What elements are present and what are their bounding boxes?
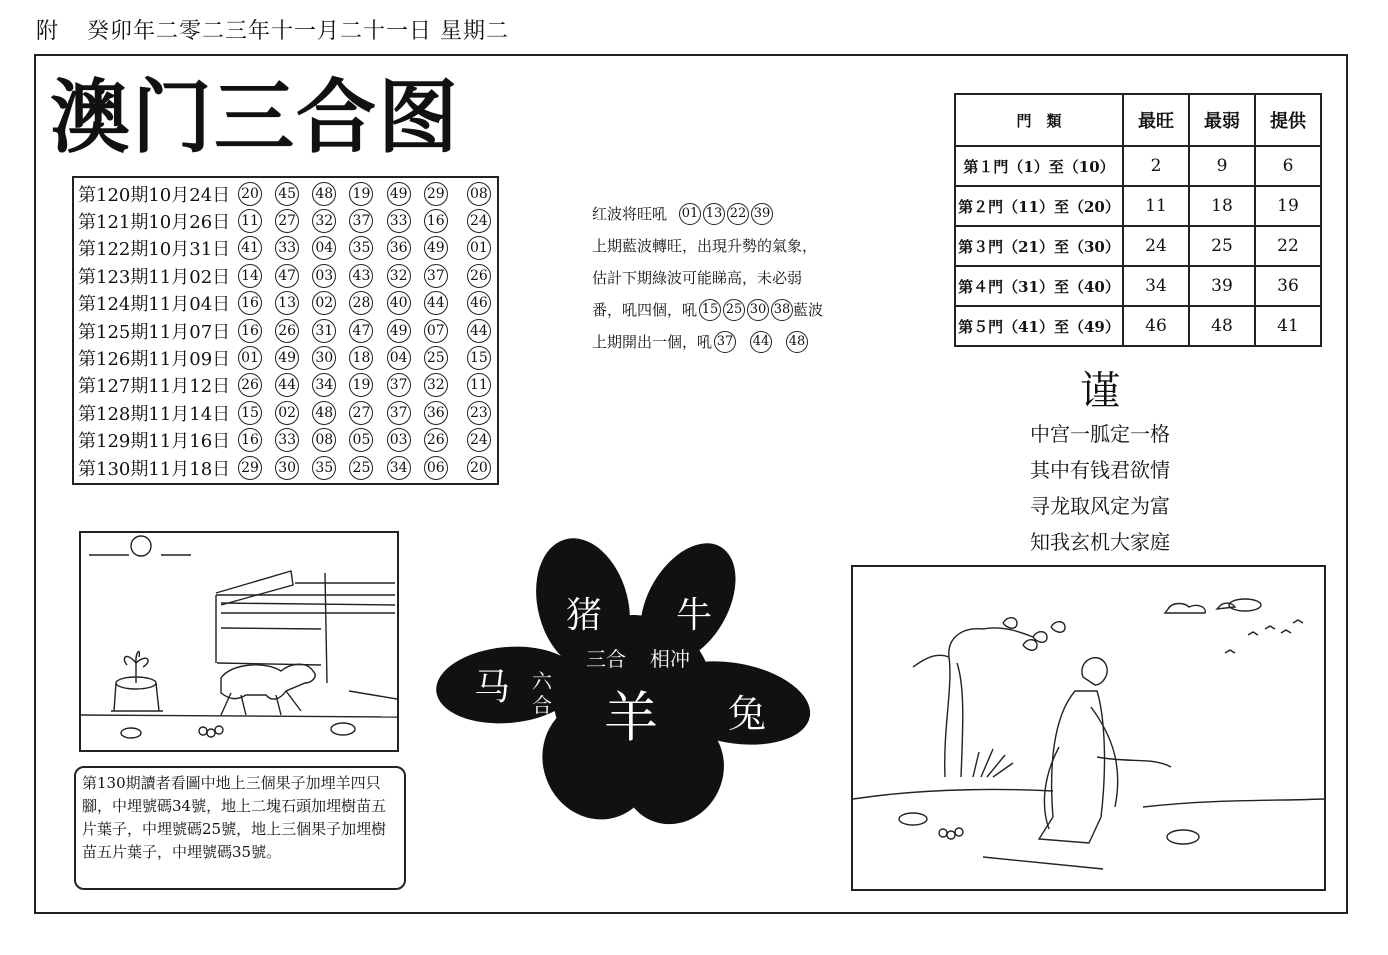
zodiac-goat: 羊 <box>604 686 658 749</box>
number-ball: 28 <box>349 291 373 315</box>
number-ball: 37 <box>387 401 411 425</box>
number-ball: 31 <box>312 319 336 343</box>
date-header <box>36 14 509 45</box>
history-numbers <box>238 428 493 452</box>
door-header-min: 最弱 <box>1189 94 1255 146</box>
number-ball: 44 <box>424 291 448 315</box>
zodiac-ox: 牛 <box>676 595 713 636</box>
special-number-ball: 46 <box>467 291 491 315</box>
special-number-ball: 26 <box>467 264 491 288</box>
history-row <box>78 235 493 262</box>
special-number-ball: 11 <box>467 373 491 397</box>
number-ball: 33 <box>275 236 299 260</box>
history-table <box>72 176 499 485</box>
number-ball: 25 <box>349 456 373 480</box>
history-issue-label: 第125期11月07日 <box>78 321 231 343</box>
label-xiangchong: 相冲 <box>650 647 690 671</box>
door-value: 48 <box>1189 306 1255 346</box>
door-range-label: 第１門（1）至（10） <box>955 146 1123 186</box>
door-value: 34 <box>1123 266 1189 306</box>
history-row <box>78 317 493 344</box>
number-ball: 44 <box>750 331 772 353</box>
door-range-label: 第２門（11）至（20） <box>955 186 1123 226</box>
number-ball: 22 <box>727 203 749 225</box>
special-number-ball: 15 <box>467 346 491 370</box>
door-header-offer: 提供 <box>1255 94 1321 146</box>
history-issue-label: 第120期10月24日 <box>78 184 231 206</box>
history-issue-label: 第126期11月09日 <box>78 349 231 371</box>
history-numbers <box>238 209 493 233</box>
scholar-drawing <box>853 567 1324 889</box>
number-ball: 35 <box>349 236 373 260</box>
door-row <box>955 226 1321 266</box>
door-value: 41 <box>1255 306 1321 346</box>
number-ball: 37 <box>714 331 736 353</box>
history-row <box>78 399 493 426</box>
number-ball: 44 <box>275 373 299 397</box>
number-ball: 48 <box>312 182 336 206</box>
commentary-balls <box>712 331 808 353</box>
number-ball: 03 <box>387 428 411 452</box>
scholar-illustration <box>851 565 1326 891</box>
door-value: 39 <box>1189 266 1255 306</box>
history-numbers <box>238 291 493 315</box>
number-ball: 13 <box>703 203 725 225</box>
header-date: 癸卯年二零二三年十一月二十一日 星期二 <box>87 19 510 44</box>
commentary-line-1 <box>592 198 842 230</box>
door-value: 36 <box>1255 266 1321 306</box>
zodiac-horse: 马 <box>474 667 511 708</box>
poem <box>1000 366 1200 560</box>
number-ball: 27 <box>349 401 373 425</box>
door-range-label: 第４門（31）至（40） <box>955 266 1123 306</box>
door-value: 46 <box>1123 306 1189 346</box>
number-ball: 16 <box>424 209 448 233</box>
number-ball: 32 <box>424 373 448 397</box>
commentary-line-2: 上期藍波轉旺，出現升勢的氣象， <box>592 237 818 255</box>
history-numbers <box>238 264 493 288</box>
history-row <box>78 290 493 317</box>
commentary-text: 红波将旺吼 <box>592 205 668 223</box>
number-ball: 06 <box>424 456 448 480</box>
commentary-text: 藍波 <box>793 301 824 319</box>
number-ball: 29 <box>238 456 262 480</box>
door-header-category: 門 類 <box>955 94 1123 146</box>
history-issue-label: 第128期11月14日 <box>78 403 231 425</box>
history-numbers <box>238 182 493 206</box>
history-issue-label: 第127期11月12日 <box>78 376 231 398</box>
number-ball: 37 <box>349 209 373 233</box>
history-row <box>78 454 493 481</box>
number-ball: 40 <box>387 291 411 315</box>
number-ball: 30 <box>275 456 299 480</box>
number-ball: 32 <box>387 264 411 288</box>
history-issue-label: 第129期11月16日 <box>78 431 231 453</box>
commentary-line-5 <box>592 326 842 358</box>
door-value: 18 <box>1189 186 1255 226</box>
history-row <box>78 207 493 234</box>
number-ball: 49 <box>275 346 299 370</box>
special-number-ball: 24 <box>467 209 491 233</box>
commentary-text: 番，吼四個，吼 <box>592 301 698 319</box>
number-ball: 35 <box>312 456 336 480</box>
door-table <box>954 93 1322 347</box>
poem-heading: 谨 <box>1080 368 1120 414</box>
number-ball: 27 <box>275 209 299 233</box>
number-ball: 20 <box>238 182 262 206</box>
number-ball: 29 <box>424 182 448 206</box>
history-numbers <box>238 373 493 397</box>
number-ball: 11 <box>238 209 262 233</box>
number-ball: 25 <box>424 346 448 370</box>
history-row <box>78 344 493 371</box>
special-number-ball: 01 <box>467 236 491 260</box>
number-ball: 04 <box>387 346 411 370</box>
door-value: 6 <box>1255 146 1321 186</box>
number-ball: 37 <box>387 373 411 397</box>
number-ball: 34 <box>387 456 411 480</box>
commentary-balls <box>677 203 773 225</box>
number-ball: 38 <box>771 299 793 321</box>
number-ball: 41 <box>238 236 262 260</box>
history-numbers <box>238 346 493 370</box>
riddle-box: 第130期讀者看圖中地上三個果子加埋羊四只腳，中埋號碼34號，地上二塊石頭加埋樹苗五片葉子，中埋號碼25號，地上三個果子加埋樹苗五片葉子，中埋號碼35號。 <box>74 766 406 890</box>
door-value: 24 <box>1123 226 1189 266</box>
door-row <box>955 146 1321 186</box>
number-ball: 36 <box>387 236 411 260</box>
header-prefix: 附 <box>36 19 60 44</box>
number-ball: 01 <box>238 346 262 370</box>
special-number-ball: 08 <box>467 182 491 206</box>
number-ball: 48 <box>312 401 336 425</box>
history-numbers <box>238 319 493 343</box>
commentary <box>592 198 842 358</box>
door-row <box>955 306 1321 346</box>
number-ball: 03 <box>312 264 336 288</box>
number-ball: 18 <box>349 346 373 370</box>
number-ball: 48 <box>786 331 808 353</box>
commentary-line-4 <box>592 294 842 326</box>
number-ball: 43 <box>349 264 373 288</box>
commentary-text: 上期開出一個，吼 <box>592 333 713 351</box>
poem-line: 其中有钱君欲情 <box>1030 458 1170 482</box>
door-range-label: 第５門（41）至（49） <box>955 306 1123 346</box>
history-row <box>78 427 493 454</box>
number-ball: 30 <box>312 346 336 370</box>
door-value: 25 <box>1189 226 1255 266</box>
number-ball: 47 <box>349 319 373 343</box>
door-value: 22 <box>1255 226 1321 266</box>
door-table-header <box>955 94 1321 146</box>
door-header-max: 最旺 <box>1123 94 1189 146</box>
history-row <box>78 262 493 289</box>
label-liuhe-1: 六 <box>532 669 552 693</box>
commentary-line-3: 估計下期綠波可能睇高，未必弱 <box>592 269 803 287</box>
poem-line: 寻龙取风定为富 <box>1030 494 1170 518</box>
zodiac-flower <box>428 535 820 830</box>
door-row <box>955 186 1321 226</box>
history-issue-label: 第124期11月04日 <box>78 294 231 316</box>
number-ball: 05 <box>349 428 373 452</box>
history-numbers <box>238 456 493 480</box>
sheep-drawing <box>81 533 397 750</box>
poem-line: 知我玄机大家庭 <box>1030 530 1170 554</box>
number-ball: 30 <box>747 299 769 321</box>
number-ball: 26 <box>275 319 299 343</box>
sheep-illustration <box>79 531 399 752</box>
number-ball: 02 <box>275 401 299 425</box>
page-title: 澳门三合图 <box>50 71 460 164</box>
number-ball: 01 <box>679 203 701 225</box>
door-value: 9 <box>1189 146 1255 186</box>
number-ball: 07 <box>424 319 448 343</box>
special-number-ball: 24 <box>467 428 491 452</box>
number-ball: 26 <box>424 428 448 452</box>
commentary-balls <box>697 299 793 321</box>
special-number-ball: 23 <box>467 401 491 425</box>
number-ball: 15 <box>699 299 721 321</box>
door-row <box>955 266 1321 306</box>
number-ball: 26 <box>238 373 262 397</box>
number-ball: 36 <box>424 401 448 425</box>
zodiac-rabbit: 兔 <box>728 692 767 736</box>
zodiac-pig: 猪 <box>566 595 603 636</box>
history-issue-label: 第122期10月31日 <box>78 239 231 261</box>
number-ball: 16 <box>238 291 262 315</box>
special-number-ball: 44 <box>467 319 491 343</box>
number-ball: 02 <box>312 291 336 315</box>
special-number-ball: 20 <box>467 456 491 480</box>
number-ball: 45 <box>275 182 299 206</box>
history-issue-label: 第121期10月26日 <box>78 212 231 234</box>
history-issue-label: 第130期11月18日 <box>78 458 231 480</box>
number-ball: 08 <box>312 428 336 452</box>
number-ball: 47 <box>275 264 299 288</box>
number-ball: 13 <box>275 291 299 315</box>
number-ball: 32 <box>312 209 336 233</box>
number-ball: 04 <box>312 236 336 260</box>
number-ball: 25 <box>723 299 745 321</box>
door-value: 2 <box>1123 146 1189 186</box>
history-numbers <box>238 236 493 260</box>
history-numbers <box>238 401 493 425</box>
number-ball: 39 <box>751 203 773 225</box>
label-liuhe-2: 合 <box>532 693 552 717</box>
history-row <box>78 180 493 207</box>
number-ball: 19 <box>349 182 373 206</box>
number-ball: 14 <box>238 264 262 288</box>
door-value: 11 <box>1123 186 1189 226</box>
number-ball: 49 <box>387 319 411 343</box>
history-issue-label: 第123期11月02日 <box>78 266 231 288</box>
number-ball: 15 <box>238 401 262 425</box>
number-ball: 33 <box>275 428 299 452</box>
door-value: 19 <box>1255 186 1321 226</box>
number-ball: 49 <box>387 182 411 206</box>
poem-line: 中宫一胍定一格 <box>1030 422 1170 446</box>
number-ball: 16 <box>238 428 262 452</box>
number-ball: 49 <box>424 236 448 260</box>
door-range-label: 第３門（21）至（30） <box>955 226 1123 266</box>
number-ball: 37 <box>424 264 448 288</box>
history-row <box>78 372 493 399</box>
number-ball: 16 <box>238 319 262 343</box>
label-sanhe: 三合 <box>586 647 626 671</box>
number-ball: 19 <box>349 373 373 397</box>
number-ball: 34 <box>312 373 336 397</box>
number-ball: 33 <box>387 209 411 233</box>
